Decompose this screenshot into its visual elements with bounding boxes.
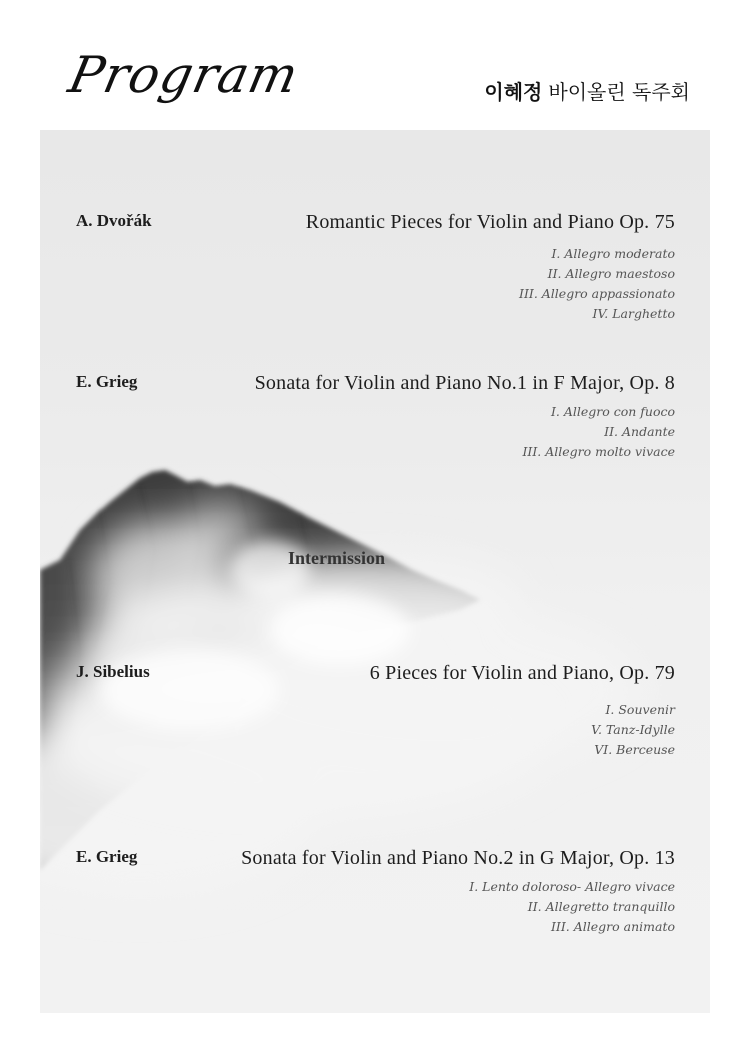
work-title: Romantic Pieces for Violin and Piano Op. 75 [305, 211, 675, 233]
movement-list [591, 700, 675, 760]
program-title: Program [63, 46, 304, 104]
movement: II. Andante [604, 424, 675, 439]
movement: II. Allegro maestoso [547, 266, 675, 281]
movement: III. Allegro appassionato [519, 286, 675, 301]
movement-list [469, 877, 675, 937]
movement-list [522, 402, 675, 462]
movement: I. Allegro moderato [551, 246, 675, 261]
program-header [0, 0, 750, 130]
composer-name: E. Grieg [76, 847, 138, 866]
movement: II. Allegretto tranquillo [527, 899, 675, 914]
movement: V. Tanz-Idylle [591, 722, 675, 737]
work-title: 6 Pieces for Violin and Piano, Op. 79 [369, 662, 675, 684]
event-name: 바이올린 독주회 [548, 80, 690, 104]
work-title: Sonata for Violin and Piano No.2 in G Major, Op. 13 [241, 847, 675, 869]
movement: III. Allegro molto vivace [522, 444, 675, 459]
movement: I. Souvenir [605, 702, 675, 717]
movement: III. Allegro animato [550, 919, 675, 934]
composer-name: J. Sibelius [76, 662, 150, 681]
intermission-label: Intermission [288, 548, 386, 568]
movement: VI. Berceuse [594, 742, 675, 757]
work-title: Sonata for Violin and Piano No.1 in F Major, Op. 8 [254, 372, 675, 394]
composer-name: E. Grieg [76, 372, 138, 391]
movement: I. Allegro con fuoco [550, 404, 675, 419]
movement: I. Lento doloroso- Allegro vivace [469, 879, 675, 894]
movement: IV. Larghetto [592, 306, 675, 321]
performer-name: 이혜정 [484, 80, 543, 104]
recital-title [484, 76, 690, 105]
composer-name: A. Dvořák [76, 211, 152, 230]
movement-list [519, 244, 675, 324]
